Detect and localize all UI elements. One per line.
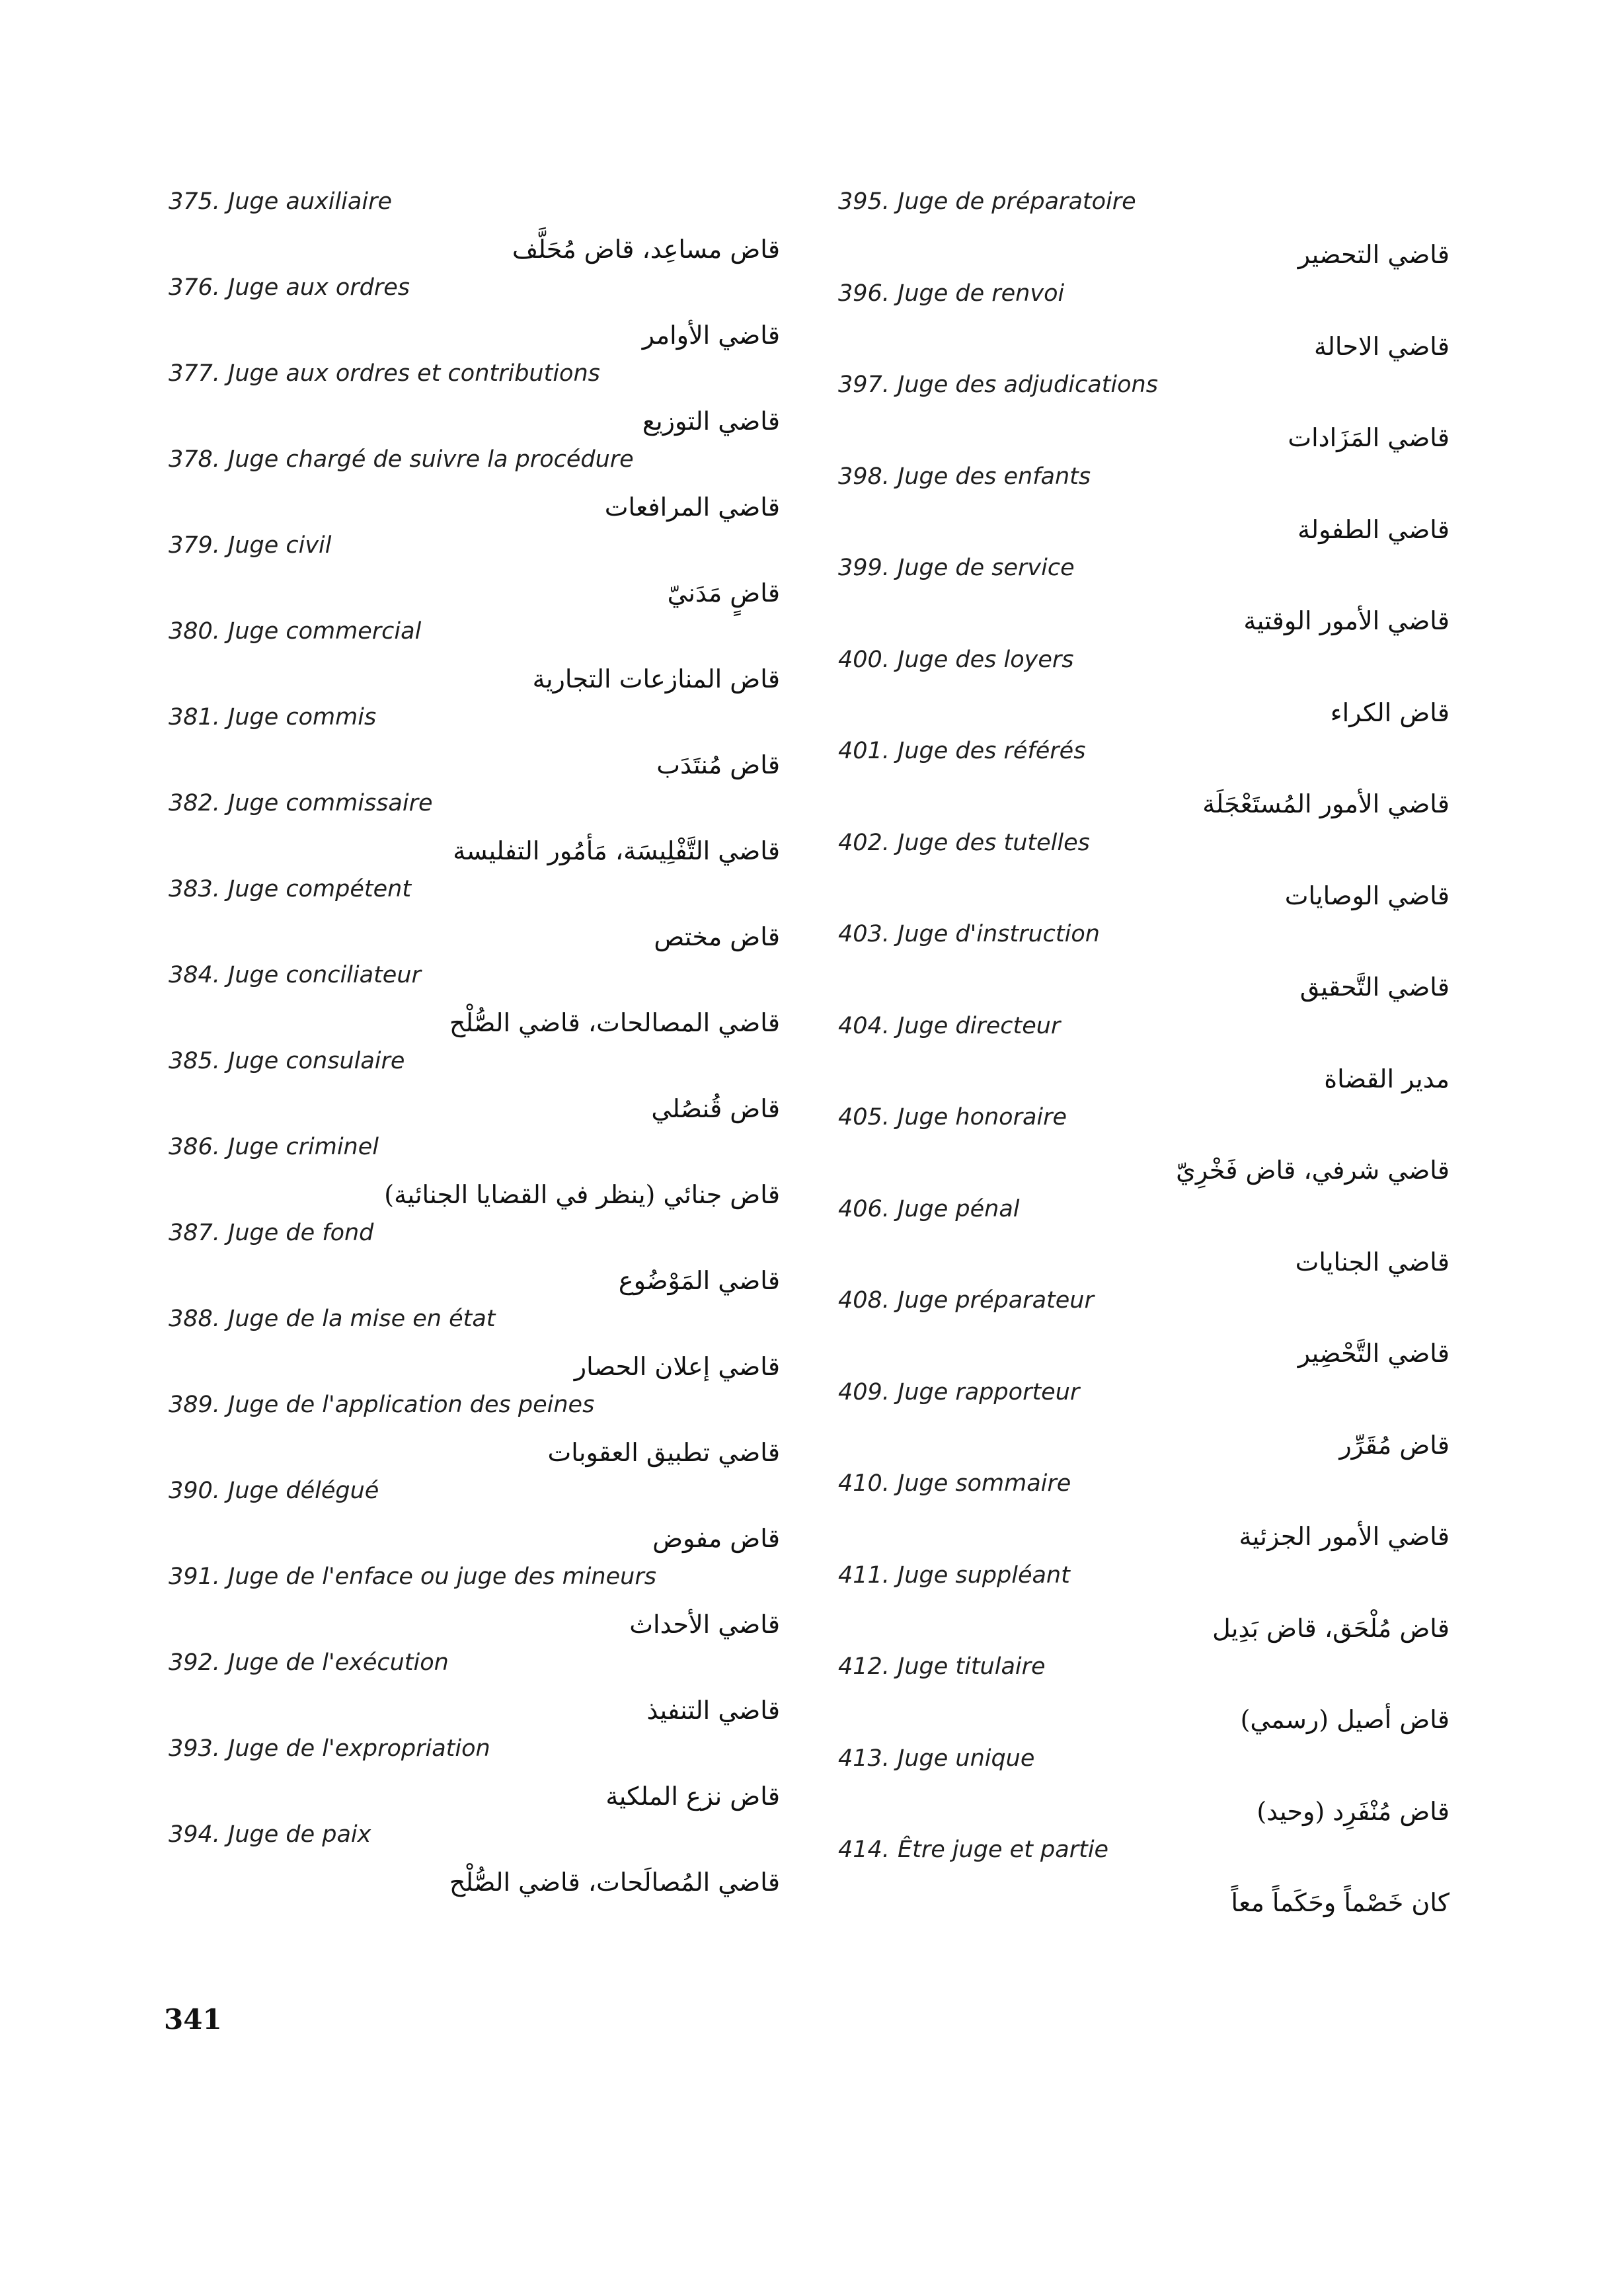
arabic-translation: قاضي الجنايات bbox=[1295, 1247, 1450, 1277]
arabic-translation: قاض مساعِد، قاض مُحَلَّف bbox=[512, 235, 780, 264]
dictionary-entry bbox=[838, 1833, 1450, 1919]
arabic-translation: قاض مُنتَدَب bbox=[656, 750, 780, 779]
entry-number: 412. bbox=[838, 1653, 890, 1680]
french-term: Juge compétent bbox=[228, 876, 412, 902]
french-term: Juge d'instruction bbox=[898, 921, 1100, 947]
entry-number: 380. bbox=[169, 618, 220, 645]
french-term: Juge consulaire bbox=[228, 1048, 405, 1074]
french-term: Juge directeur bbox=[898, 1012, 1061, 1039]
french-term-line bbox=[169, 1646, 449, 1679]
dictionary-entry bbox=[169, 1216, 780, 1302]
entry-number: 379. bbox=[169, 532, 220, 559]
entry-number: 381. bbox=[169, 704, 220, 731]
french-term-line bbox=[169, 529, 332, 562]
arabic-translation: قاضي الأحداث bbox=[629, 1610, 780, 1639]
entry-number: 385. bbox=[169, 1048, 220, 1074]
arabic-translation: قاض مُنْفَرِد (وحيد) bbox=[1257, 1796, 1450, 1826]
french-term: Juge de service bbox=[898, 555, 1075, 581]
arabic-translation: قاضي التوزيع bbox=[642, 407, 780, 436]
entry-number: 406. bbox=[838, 1195, 890, 1222]
page-number: 341 bbox=[164, 2003, 222, 2036]
dictionary-entry bbox=[169, 529, 780, 615]
french-term: Juge de l'application des peines bbox=[228, 1392, 595, 1418]
entry-number: 410. bbox=[838, 1470, 890, 1497]
french-term-line bbox=[169, 1388, 594, 1421]
arabic-translation: مدير القضاة bbox=[1324, 1064, 1450, 1093]
french-term-line bbox=[169, 271, 410, 304]
french-term: Être juge et partie bbox=[898, 1837, 1109, 1863]
entry-number: 408. bbox=[838, 1287, 890, 1314]
french-term-line bbox=[169, 873, 411, 906]
dictionary-entry bbox=[838, 368, 1450, 454]
french-term: Juge délégué bbox=[228, 1478, 379, 1504]
french-term-line bbox=[169, 1474, 379, 1507]
french-term-line bbox=[838, 643, 1074, 676]
french-term-line bbox=[838, 1009, 1060, 1043]
entry-number: 393. bbox=[169, 1735, 220, 1762]
french-term-line bbox=[838, 185, 1136, 218]
arabic-translation: قاضي المُصالَحات، قاضي الصُّلْح bbox=[449, 1868, 780, 1897]
french-term-line bbox=[838, 734, 1085, 768]
dictionary-entry bbox=[838, 551, 1450, 637]
dictionary-entry bbox=[169, 1130, 780, 1216]
french-term: Juge des adjudications bbox=[898, 372, 1158, 398]
french-term-line bbox=[169, 615, 421, 648]
entry-number: 405. bbox=[838, 1104, 890, 1130]
entry-number: 377. bbox=[169, 360, 220, 387]
french-term-line bbox=[169, 1216, 373, 1249]
entry-number: 409. bbox=[838, 1378, 890, 1405]
dictionary-entry bbox=[169, 1646, 780, 1732]
dictionary-entry bbox=[838, 460, 1450, 546]
french-term: Juge commissaire bbox=[228, 790, 433, 816]
entry-number: 387. bbox=[169, 1220, 220, 1246]
arabic-translation: قاضي شرفي، قاض فَخْرِيّ bbox=[1176, 1156, 1450, 1185]
entry-number: 396. bbox=[838, 280, 890, 307]
dictionary-entry bbox=[838, 1650, 1450, 1736]
dictionary-entry bbox=[838, 1284, 1450, 1370]
dictionary-entry bbox=[838, 643, 1450, 729]
french-term-line bbox=[169, 959, 421, 992]
french-term: Juge de préparatoire bbox=[898, 188, 1136, 215]
french-term: Juge conciliateur bbox=[228, 962, 421, 988]
french-term-line bbox=[838, 1193, 1020, 1226]
french-term-line bbox=[169, 1045, 405, 1078]
french-term-line bbox=[838, 1376, 1079, 1409]
arabic-translation: قاضي المرافعات bbox=[604, 493, 780, 522]
arabic-translation: قاض مفوض bbox=[652, 1524, 780, 1553]
entry-number: 403. bbox=[838, 921, 890, 947]
entry-number: 401. bbox=[838, 738, 890, 764]
dictionary-entry bbox=[169, 1474, 780, 1560]
arabic-translation: قاضي التنفيذ bbox=[646, 1696, 780, 1725]
arabic-translation: قاض أصيل (رسمي) bbox=[1240, 1705, 1450, 1734]
dictionary-entry bbox=[838, 918, 1450, 1004]
french-term: Juge pénal bbox=[898, 1195, 1020, 1222]
french-term-line bbox=[838, 1559, 1070, 1592]
french-term-line bbox=[169, 1732, 490, 1765]
arabic-translation: قاضي الأمور المُستَعْجَلَة bbox=[1202, 789, 1450, 818]
arabic-translation: قاضي المَزَادات bbox=[1288, 423, 1450, 452]
entry-number: 414. bbox=[838, 1837, 890, 1863]
arabic-translation: قاضي الأمور الجزئية bbox=[1239, 1522, 1450, 1551]
entry-number: 390. bbox=[169, 1478, 220, 1504]
dictionary-entry bbox=[169, 701, 780, 787]
french-term: Juge de fond bbox=[228, 1220, 374, 1246]
entry-number: 400. bbox=[838, 646, 890, 673]
french-term-line bbox=[838, 918, 1100, 951]
dictionary-entry bbox=[838, 1467, 1450, 1553]
french-term: Juge auxiliaire bbox=[228, 188, 392, 215]
french-term-line bbox=[838, 1742, 1034, 1775]
arabic-translation: قاضي تطبيق العقوبات bbox=[547, 1438, 780, 1467]
french-term-line bbox=[838, 1467, 1071, 1500]
arabic-translation: قاضي الاحالة bbox=[1313, 331, 1450, 361]
french-term: Juge de l'enface ou juge des mineurs bbox=[228, 1564, 656, 1590]
dictionary-entry bbox=[169, 873, 780, 959]
french-term-line bbox=[838, 368, 1158, 401]
entry-number: 399. bbox=[838, 555, 890, 581]
french-term: Juge de l'expropriation bbox=[228, 1735, 490, 1762]
french-term-line bbox=[169, 1560, 656, 1593]
dictionary-entry bbox=[169, 185, 780, 271]
arabic-translation: قاضي الأمور الوقتية bbox=[1243, 606, 1450, 635]
arabic-translation: قاضي المَوْضُوع bbox=[618, 1266, 780, 1295]
french-term-line bbox=[838, 551, 1075, 584]
entry-number: 402. bbox=[838, 829, 890, 856]
entry-number: 375. bbox=[169, 188, 220, 215]
dictionary-entry bbox=[169, 1732, 780, 1818]
entry-number: 378. bbox=[169, 446, 220, 473]
french-term: Juge aux ordres et contributions bbox=[228, 360, 600, 387]
french-term-line bbox=[169, 185, 392, 218]
french-term: Juge des loyers bbox=[898, 646, 1074, 673]
french-term: Juge titulaire bbox=[898, 1653, 1046, 1680]
french-term: Juge des tutelles bbox=[898, 829, 1090, 856]
french-term: Juge de paix bbox=[228, 1821, 371, 1848]
dictionary-entry bbox=[169, 1302, 780, 1388]
arabic-translation: قاضي الطفولة bbox=[1297, 514, 1450, 544]
arabic-translation: قاض قُنصُلي bbox=[651, 1094, 780, 1123]
entry-number: 411. bbox=[838, 1562, 890, 1589]
entry-number: 392. bbox=[169, 1649, 220, 1676]
dictionary-entry bbox=[169, 357, 780, 443]
french-term: Juge suppléant bbox=[898, 1562, 1070, 1589]
french-term: Juge unique bbox=[898, 1745, 1035, 1772]
entry-number: 388. bbox=[169, 1306, 220, 1332]
arabic-translation: قاض مختص bbox=[654, 922, 780, 951]
arabic-translation: قاضي التَّفْلِيسَة، مَأمُور التفليسة bbox=[453, 836, 780, 865]
entry-number: 397. bbox=[838, 372, 890, 398]
french-term-line bbox=[838, 1833, 1108, 1866]
french-term: Juge des enfants bbox=[898, 463, 1091, 490]
french-term: Juge des référés bbox=[898, 738, 1086, 764]
french-term: Juge commis bbox=[228, 704, 377, 731]
entry-number: 394. bbox=[169, 1821, 220, 1848]
dictionary-entry bbox=[169, 615, 780, 701]
arabic-translation: قاضي الوصايات bbox=[1284, 881, 1450, 910]
dictionary-entry bbox=[838, 1742, 1450, 1828]
arabic-translation: قاض نزع الملكية bbox=[605, 1782, 780, 1811]
dictionary-entry bbox=[169, 271, 780, 357]
french-term: Juge de l'exécution bbox=[228, 1649, 449, 1676]
dictionary-entry bbox=[169, 959, 780, 1045]
entry-number: 382. bbox=[169, 790, 220, 816]
dictionary-entry bbox=[838, 1101, 1450, 1187]
french-term: Juge chargé de suivre la procédure bbox=[228, 446, 634, 473]
arabic-translation: قاضي الأوامر bbox=[642, 321, 780, 350]
french-term: Juge de la mise en état bbox=[228, 1306, 496, 1332]
arabic-translation: قاضٍ مَدَنيّ bbox=[667, 578, 780, 608]
dictionary-entry bbox=[838, 1376, 1450, 1462]
french-term-line bbox=[169, 443, 634, 476]
french-term: Juge préparateur bbox=[898, 1287, 1094, 1314]
arabic-translation: قاض مُقَرِّر bbox=[1339, 1430, 1450, 1460]
arabic-translation: قاضي التَّحْضِير bbox=[1297, 1339, 1450, 1368]
french-term-line bbox=[838, 826, 1090, 859]
arabic-translation: قاضي المصالحات، قاضي الصُّلْح bbox=[449, 1008, 780, 1037]
french-term-line bbox=[838, 1650, 1046, 1683]
dictionary-entry bbox=[838, 185, 1450, 271]
french-term-line bbox=[169, 701, 376, 734]
arabic-translation: كان خَصْماً وحَكَماً معاً bbox=[1231, 1888, 1450, 1917]
french-term-line bbox=[838, 277, 1064, 310]
french-term: Juge honoraire bbox=[898, 1104, 1067, 1130]
french-term-line bbox=[169, 357, 600, 390]
entry-number: 398. bbox=[838, 463, 890, 490]
entry-number: 389. bbox=[169, 1392, 220, 1418]
entry-number: 384. bbox=[169, 962, 220, 988]
entry-number: 383. bbox=[169, 876, 220, 902]
dictionary-entry bbox=[838, 1559, 1450, 1645]
french-term: Juge criminel bbox=[228, 1134, 379, 1160]
french-term: Juge aux ordres bbox=[228, 274, 410, 301]
french-term: Juge rapporteur bbox=[898, 1378, 1080, 1405]
entry-number: 386. bbox=[169, 1134, 220, 1160]
dictionary-entry bbox=[169, 1818, 780, 1904]
entry-number: 376. bbox=[169, 274, 220, 301]
arabic-translation: قاض جنائي (ينظر في القضايا الجنائية) bbox=[384, 1180, 780, 1209]
arabic-translation: قاضي إعلان الحصار bbox=[574, 1352, 780, 1381]
french-term-line bbox=[169, 1818, 371, 1851]
dictionary-entry bbox=[838, 826, 1450, 912]
entry-number: 404. bbox=[838, 1012, 890, 1039]
french-term-line bbox=[169, 787, 433, 820]
french-term-line bbox=[169, 1302, 496, 1335]
entry-number: 395. bbox=[838, 188, 890, 215]
dictionary-entry bbox=[838, 1193, 1450, 1279]
arabic-translation: قاض المنازعات التجارية bbox=[532, 664, 780, 693]
arabic-translation: قاضي التَّحقيق bbox=[1299, 972, 1450, 1002]
dictionary-entry bbox=[838, 734, 1450, 820]
french-term: Juge civil bbox=[228, 532, 332, 559]
dictionary-entry bbox=[169, 787, 780, 873]
french-term: Juge de renvoi bbox=[898, 280, 1065, 307]
arabic-translation: قاض الكراء bbox=[1330, 697, 1450, 727]
dictionary-entry bbox=[169, 1388, 780, 1474]
french-term: Juge sommaire bbox=[898, 1470, 1071, 1497]
entry-number: 413. bbox=[838, 1745, 890, 1772]
french-term-line bbox=[838, 1101, 1067, 1134]
arabic-translation: قاض مُلْحَق، قاض بَدِيل bbox=[1212, 1613, 1450, 1643]
french-term: Juge commercial bbox=[228, 618, 422, 645]
dictionary-entry bbox=[169, 1045, 780, 1130]
dictionary-entry bbox=[838, 1009, 1450, 1095]
dictionary-entry bbox=[169, 1560, 780, 1646]
dictionary-entry bbox=[838, 277, 1450, 363]
french-term-line bbox=[838, 460, 1091, 493]
dictionary-entry bbox=[169, 443, 780, 529]
french-term-line bbox=[838, 1284, 1094, 1317]
french-term-line bbox=[169, 1130, 379, 1164]
arabic-translation: قاضي التحضير bbox=[1297, 240, 1450, 269]
entry-number: 391. bbox=[169, 1564, 220, 1590]
